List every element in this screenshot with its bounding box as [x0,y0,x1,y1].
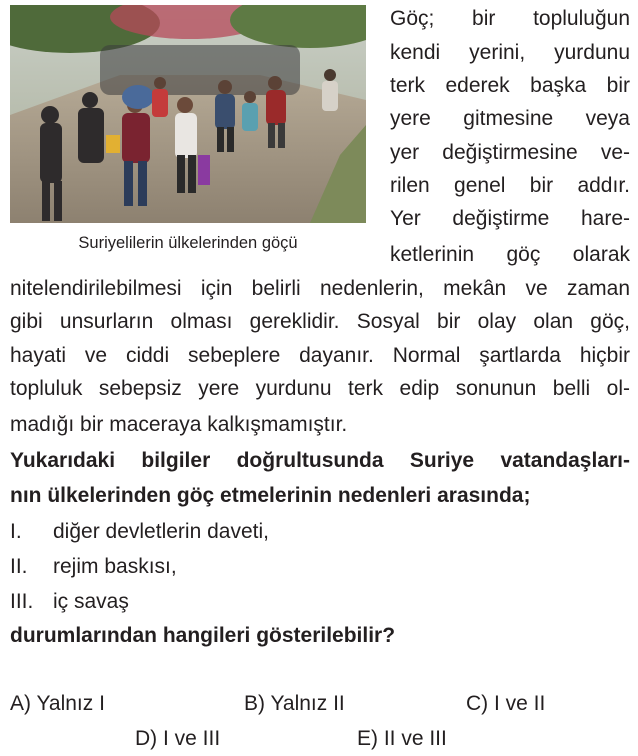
photo-caption: Suriyelilerin ülkelerinden göçü [78,234,298,252]
passage-line: kendi yerini, yurdunu [390,41,630,64]
passage-line: terk ederek başka bir [390,74,630,97]
passage-line: yere gitmesine veya [390,107,630,130]
passage-line: madığı bir maceraya kalkışmamıştır. [10,413,348,436]
question-prompt: durumlarından hangileri gösterilebilir? [10,624,396,647]
passage-line: topluluk sebepsiz yere yurdunu terk edip sonunun belli ol- [10,377,630,400]
passage-line: yer değiştirmesine ve- [390,141,630,164]
question-item [10,552,630,582]
question-stem: nın ülkelerinden göç etmelerinin nedenleri arasında; [10,484,531,507]
passage-line: Göç; bir topluluğun [390,7,630,30]
item-text: iç savaş [53,590,129,613]
passage-line: rilen genel bir addır. [390,174,630,197]
item-text: rejim baskısı, [53,555,177,578]
question-item [10,517,630,547]
option-a[interactable]: A) Yalnız I [10,692,105,715]
passage-line: ketlerinin göç olarak [390,243,630,266]
passage-line: Yer değiştirme hare- [390,207,630,230]
item-number: III. [10,590,34,613]
question-stem: Yukarıdaki bilgiler doğrultusunda Suriye vatandaşları- [10,449,630,472]
question-item [10,587,630,617]
option-b[interactable]: B) Yalnız II [244,692,345,715]
item-text: diğer devletlerin daveti, [53,520,269,543]
passage-line: gibi unsurların olması gereklidir. Sosyal bir olay olan göç, [10,310,630,333]
item-number: I. [10,520,22,543]
option-e[interactable]: E) II ve III [357,727,447,750]
refugees-photo [10,5,366,223]
item-number: II. [10,555,28,578]
option-c[interactable]: C) I ve II [466,692,546,715]
passage-line: nitelendirilebilmesi için belirli nedenlerin, mekân ve zaman [10,277,630,300]
option-d[interactable]: D) I ve III [135,727,221,750]
passage-line: hayati ve ciddi sebeplere dayanır. Normal şartlarda hiçbir [10,344,630,367]
